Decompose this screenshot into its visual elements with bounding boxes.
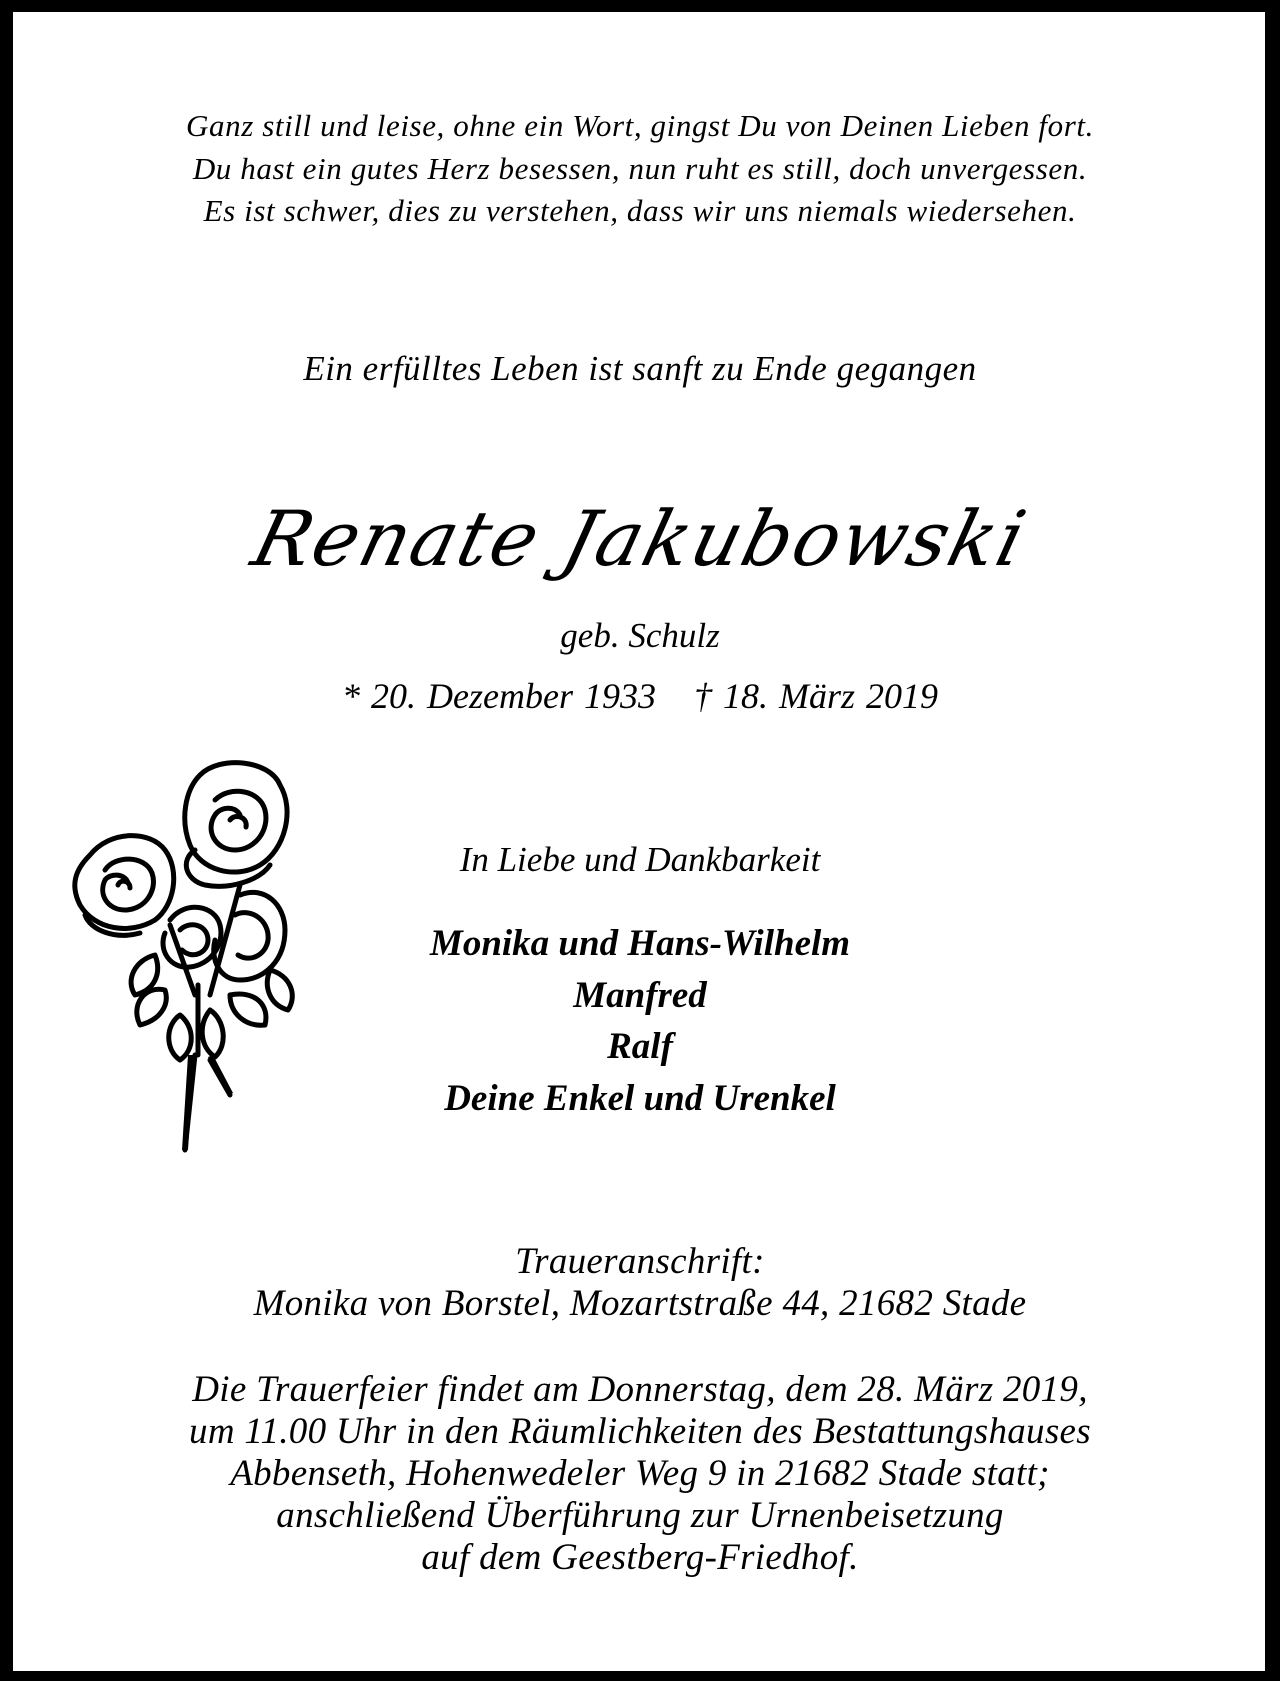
deceased-name: Renate Jakubowski (244, 494, 1036, 583)
maiden-name: geb. Schulz (560, 616, 720, 655)
family-member-2: Manfred (573, 975, 707, 1016)
birth-date: * 20. Dezember 1933 (342, 676, 656, 716)
address-label: Traueranschrift: (515, 1241, 765, 1282)
intro-text: Ein erfülltes Leben ist sanft zu Ende gegangen (303, 349, 977, 388)
poem-line-1: Ganz still und leise, ohne ein Wort, gingst Du von Deinen Lieben fort. (186, 108, 1094, 143)
dedication-text: In Liebe und Dankbarkeit (459, 840, 821, 879)
family-member-1: Monika und Hans-Wilhelm (429, 923, 851, 964)
ceremony-line-4: anschließend Überführung zur Urnenbeisetzung (276, 1495, 1004, 1536)
family-member-3: Ralf (607, 1026, 673, 1067)
address-value: Monika von Borstel, Mozartstraße 44, 21682 Stade (253, 1283, 1027, 1324)
ceremony-line-1: Die Trauerfeier findet am Donnerstag, dem 28. März 2019, (192, 1369, 1088, 1410)
life-dates (0, 675, 1280, 717)
ceremony-line-2: um 11.00 Uhr in den Räumlichkeiten des Bestattungshauses (189, 1411, 1091, 1452)
poem-line-3: Es ist schwer, dies zu verstehen, dass wir uns niemals wiedersehen. (203, 193, 1077, 228)
ceremony-line-5: auf dem Geestberg-Friedhof. (421, 1537, 859, 1578)
family-member-4: Deine Enkel und Urenkel (444, 1078, 836, 1119)
poem-line-2: Du hast ein gutes Herz besessen, nun ruht es still, doch unvergessen. (192, 151, 1088, 186)
death-date: † 18. März 2019 (693, 676, 938, 716)
ceremony-line-3: Abbenseth, Hohenwedeler Weg 9 in 21682 Stade statt; (230, 1453, 1050, 1494)
